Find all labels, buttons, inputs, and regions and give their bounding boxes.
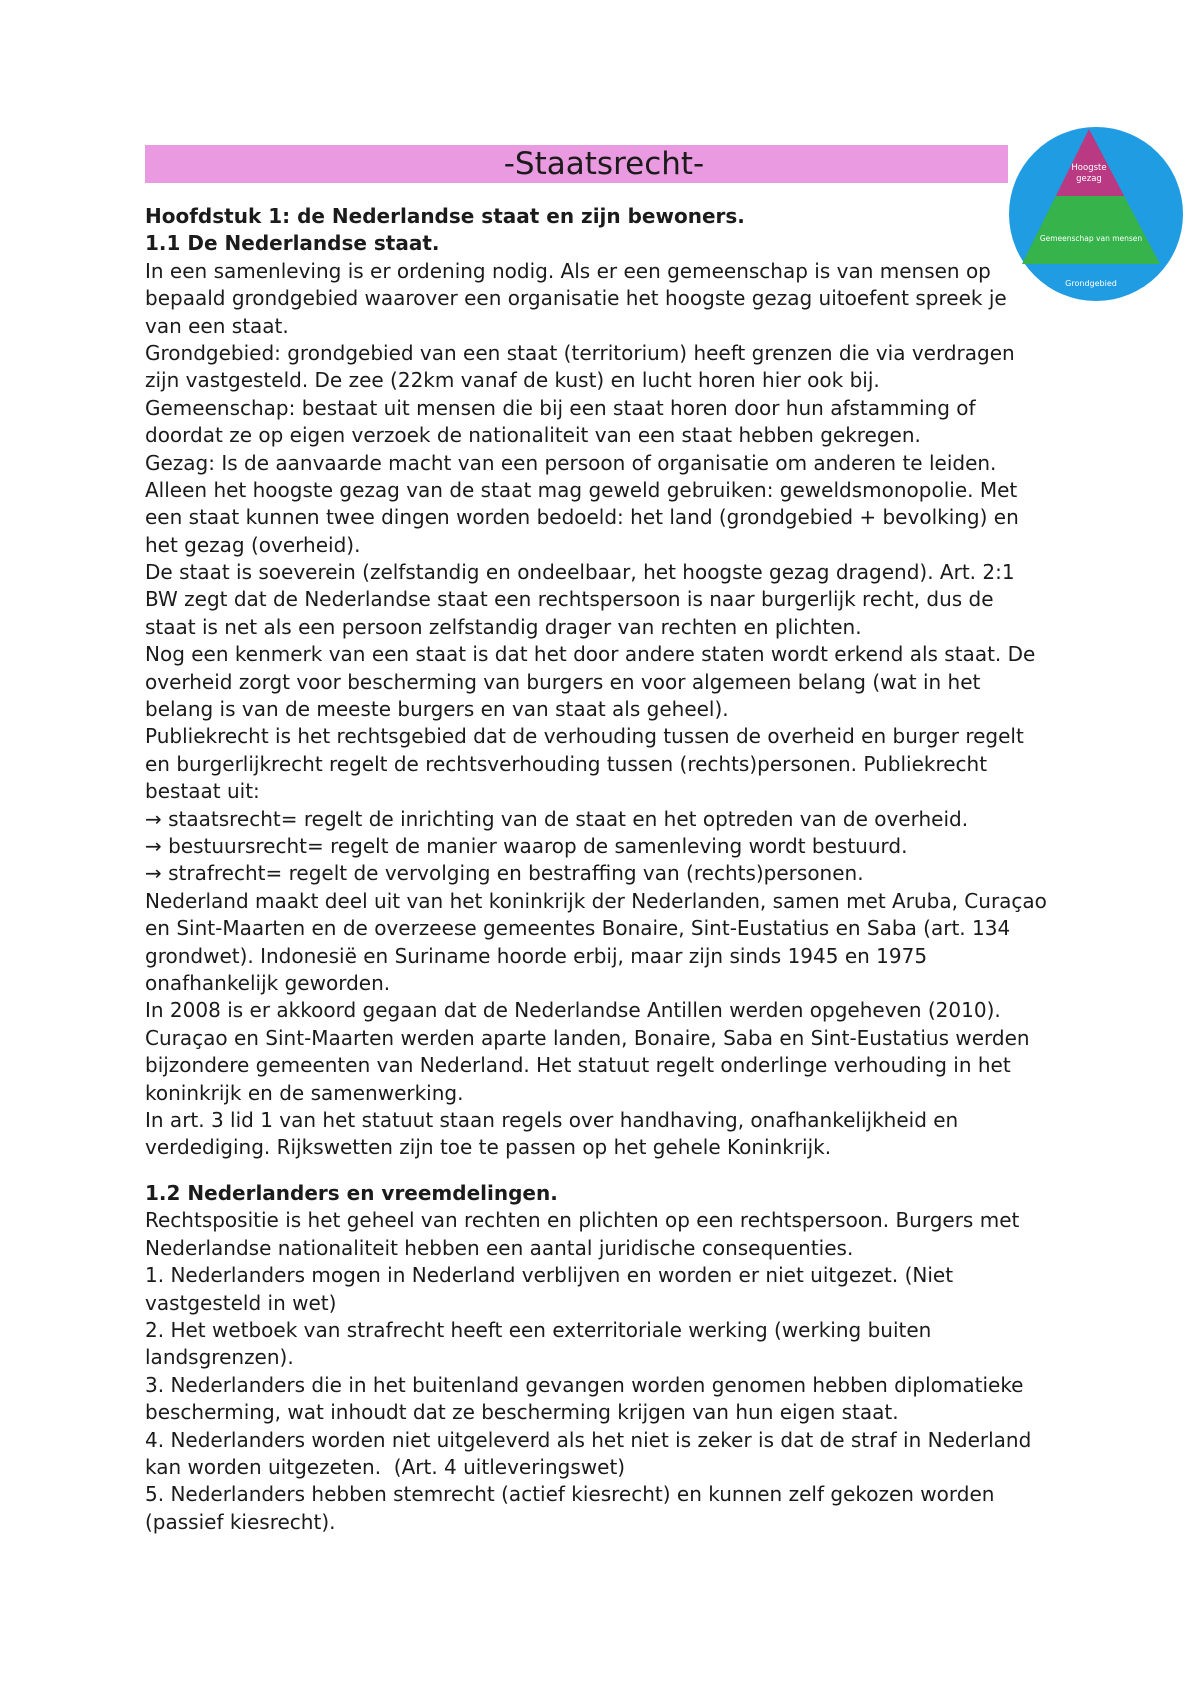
list-item: → bestuursrecht= regelt de manier waarop de samenleving wordt bestuurd. xyxy=(145,833,908,858)
text-line: Curaçao en Sint-Maarten werden aparte landen, Bonaire, Saba en Sint-Eustatius werden xyxy=(145,1025,1030,1050)
text-line: bestaat uit: xyxy=(145,779,260,804)
chapter-heading: Hoofdstuk 1: de Nederlandse staat en zijn bewoners. xyxy=(145,204,745,228)
text-line: staat is net als een persoon zelfstandig drager van rechten en plichten. xyxy=(145,614,862,639)
text-line: Rechtspositie is het geheel van rechten en plichten op een rechtspersoon. Burgers met xyxy=(145,1208,1020,1233)
section-heading-1-1: 1.1 De Nederlandse staat. xyxy=(145,231,440,256)
text-line: Nederlandse nationaliteit hebben een aantal juridische consequenties. xyxy=(145,1235,854,1260)
list-item: → staatsrecht= regelt de inrichting van de staat en het optreden van de overheid. xyxy=(145,806,969,831)
text-line: Alleen het hoogste gezag van de staat mag geweld gebruiken: geweldsmonopolie. Met xyxy=(145,477,1018,502)
text-line: bepaald grondgebied waarover een organisatie het hoogste gezag uitoefent spreek je xyxy=(145,286,1007,311)
text-line: overheid zorgt voor bescherming van burgers en voor algemeen belang (wat in het xyxy=(145,669,981,694)
text-line: Gemeenschap: bestaat uit mensen die bij een staat horen door hun afstamming of xyxy=(145,395,976,420)
text-line: Grondgebied: grondgebied van een staat (territorium) heeft grenzen die via verdragen xyxy=(145,340,1015,365)
list-item: 4. Nederlanders worden niet uitgeleverd als het niet is zeker is dat de straf in Nederland xyxy=(145,1427,1032,1452)
label-gemeenschap: Gemeenschap van mensen xyxy=(1039,234,1143,243)
text-line: en burgerlijkrecht regelt de rechtsverhouding tussen (rechts)personen. Publiekrecht xyxy=(145,751,988,776)
text-line: In een samenleving is er ordening nodig. Als er een gemeenschap is van mensen op xyxy=(145,258,991,283)
list-item: → strafrecht= regelt de vervolging en bestraffing van (rechts)personen. xyxy=(145,861,864,886)
text-line: doordat ze op eigen verzoek de nationaliteit van een staat hebben gekregen. xyxy=(145,423,921,448)
list-item: 1. Nederlanders mogen in Nederland verblijven en worden er niet uitgezet. (Niet xyxy=(145,1263,954,1288)
text-line: bescherming, wat inhoudt dat ze bescherming krijgen van hun eigen staat. xyxy=(145,1400,899,1425)
text-line: BW zegt dat de Nederlandse staat een rechtspersoon is naar burgerlijk recht, dus de xyxy=(145,587,994,612)
text-line: en Sint-Maarten en de overzeese gemeentes Bonaire, Sint-Eustatius en Saba (art. 134 xyxy=(145,916,1011,941)
text-line: grondwet). Indonesië en Suriname hoorde erbij, maar zijn sinds 1945 en 1975 xyxy=(145,943,928,968)
text-line: Nederland maakt deel uit van het koninkrijk der Nederlanden, samen met Aruba, Curaçao xyxy=(145,888,1047,913)
section-1-2 xyxy=(145,1180,1031,1536)
page-title: -Staatsrecht- xyxy=(503,146,705,182)
text-line: In 2008 is er akkoord gegaan dat de Nederlandse Antillen werden opgeheven (2010). xyxy=(145,998,1001,1023)
state-pyramid-figure xyxy=(1008,124,1184,302)
label-grondgebied: Grondgebied xyxy=(1065,279,1117,288)
text-line: belang is van de meeste burgers en van staat als geheel). xyxy=(145,697,729,722)
section-heading-1-2: 1.2 Nederlanders en vreemdelingen. xyxy=(145,1181,558,1205)
title-bar xyxy=(145,145,1063,183)
text-line: De staat is soeverein (zelfstandig en ondeelbaar, het hoogste gezag dragend). Art. 2:1 xyxy=(145,560,1015,585)
state-pyramid-diagram xyxy=(1008,124,1184,302)
text-line: kan worden uitgezeten. (Art. 4 uitleveringswet) xyxy=(145,1454,626,1479)
text-line: zijn vastgesteld. De zee (22km vanaf de kust) en lucht horen hier ook bij. xyxy=(145,368,880,393)
list-item: 5. Nederlanders hebben stemrecht (actief kiesrecht) en kunnen zelf gekozen worden xyxy=(145,1482,995,1507)
list-item: 3. Nederlanders die in het buitenland gevangen worden genomen hebben diplomatieke xyxy=(145,1372,1024,1397)
text-line: het gezag (overheid). xyxy=(145,532,361,557)
text-line: landsgrenzen). xyxy=(145,1345,294,1370)
text-line: In art. 3 lid 1 van het statuut staan regels over handhaving, onafhankelijkheid en xyxy=(145,1107,959,1132)
text-line: Publiekrecht is het rechtsgebied dat de verhouding tussen de overheid en burger regelt xyxy=(145,724,1024,749)
text-line: (passief kiesrecht). xyxy=(145,1509,336,1534)
text-line: van een staat. xyxy=(145,313,289,338)
chapter-1-section-1-1 xyxy=(145,203,1047,1162)
text-line: een staat kunnen twee dingen worden bedoeld: het land (grondgebied + bevolking) en xyxy=(145,505,1019,530)
text-line: verdediging. Rijkswetten zijn toe te passen op het gehele Koninkrijk. xyxy=(145,1135,832,1160)
list-item: 2. Het wetboek van strafrecht heeft een exterritoriale werking (werking buiten xyxy=(145,1317,932,1342)
text-line: vastgesteld in wet) xyxy=(145,1290,337,1315)
text-line: bijzondere gemeenten van Nederland. Het statuut regelt onderlinge verhouding in het xyxy=(145,1053,1011,1078)
text-line: onafhankelijk geworden. xyxy=(145,970,391,995)
text-line: Gezag: Is de aanvaarde macht van een persoon of organisatie om anderen te leiden. xyxy=(145,450,997,475)
label-gezag: gezag xyxy=(1076,174,1102,184)
text-line: koninkrijk en de samenwerking. xyxy=(145,1080,464,1105)
text-line: Nog een kenmerk van een staat is dat het door andere staten wordt erkend als staat. De xyxy=(145,642,1036,667)
label-hoogste: Hoogste xyxy=(1071,163,1107,173)
